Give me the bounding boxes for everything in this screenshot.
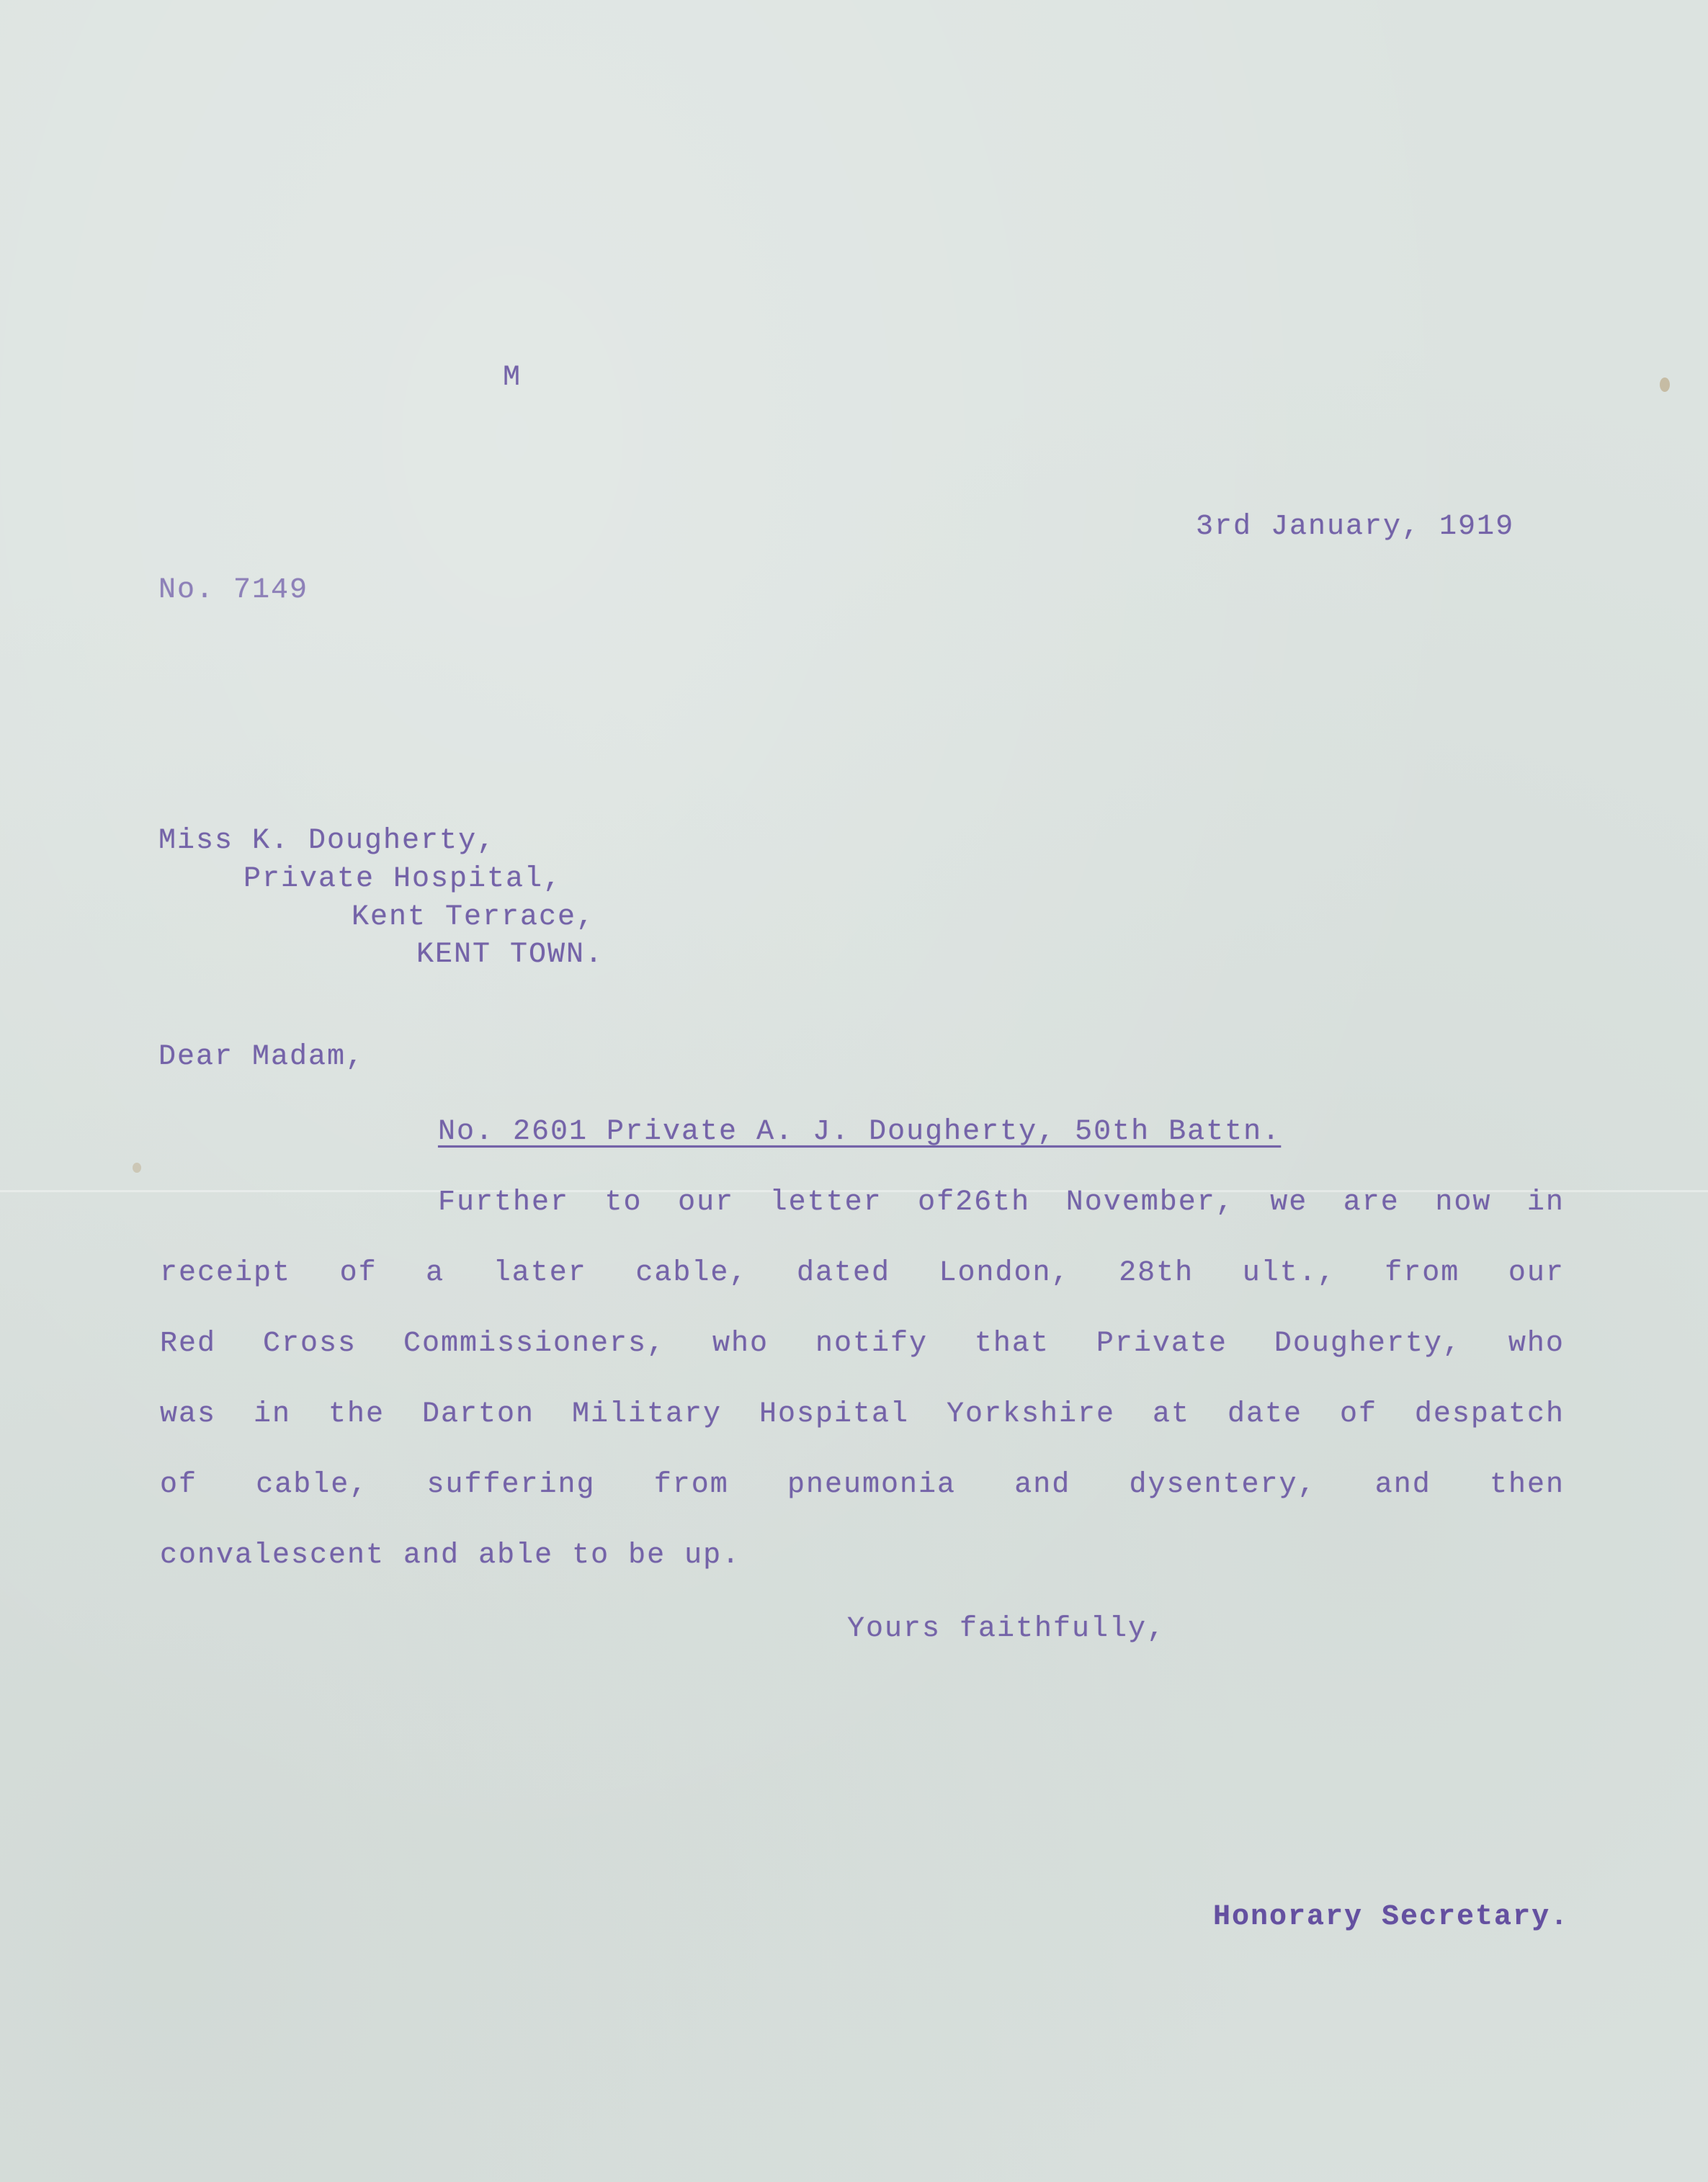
recipient-address-line-3: KENT TOWN. bbox=[416, 939, 604, 971]
body-word: Yorkshire bbox=[946, 1398, 1115, 1431]
body-word: Hospital bbox=[759, 1398, 909, 1431]
body-word: Dougherty, bbox=[1274, 1328, 1462, 1360]
body-word: Military bbox=[571, 1398, 722, 1431]
body-line bbox=[438, 1186, 1565, 1219]
body-word: despatch bbox=[1414, 1398, 1565, 1431]
body-line bbox=[160, 1259, 1565, 1288]
body-word: who bbox=[712, 1328, 769, 1360]
page-mark: M bbox=[503, 362, 522, 394]
letter-subject: No. 2601 Private A. J. Dougherty, 50th Battn. bbox=[438, 1116, 1282, 1148]
body-word: later bbox=[493, 1257, 587, 1289]
body-word: pneumonia bbox=[787, 1469, 957, 1501]
body-word: of26th bbox=[918, 1186, 1031, 1219]
closing: Yours faithfully, bbox=[847, 1613, 1166, 1645]
body-word: receipt bbox=[160, 1257, 292, 1289]
body-word: that bbox=[974, 1328, 1050, 1360]
body-word: Private bbox=[1096, 1328, 1228, 1360]
body-word: are bbox=[1343, 1186, 1400, 1219]
body-word: Cross bbox=[262, 1328, 357, 1360]
paper-stain bbox=[133, 1163, 141, 1173]
body-word: from bbox=[653, 1469, 729, 1501]
body-word: Commissioners, bbox=[403, 1328, 666, 1360]
body-line bbox=[160, 1471, 1565, 1500]
reference-number: No. 7149 bbox=[158, 574, 309, 607]
body-word: in bbox=[253, 1398, 291, 1431]
body-word: now bbox=[1435, 1186, 1492, 1219]
body-line bbox=[160, 1330, 1565, 1359]
body-word: Further bbox=[438, 1186, 570, 1219]
salutation: Dear Madam, bbox=[158, 1041, 365, 1073]
body-word: we bbox=[1270, 1186, 1308, 1219]
body-word: from bbox=[1385, 1257, 1460, 1289]
body-word: date bbox=[1227, 1398, 1302, 1431]
body-word: a bbox=[426, 1257, 445, 1289]
body-word: dysentery, bbox=[1129, 1469, 1317, 1501]
body-word: our bbox=[1508, 1257, 1565, 1289]
body-word: cable, bbox=[635, 1257, 748, 1289]
body-word: ult., bbox=[1242, 1257, 1336, 1289]
body-word: suffering bbox=[426, 1469, 596, 1501]
body-word: and bbox=[1374, 1469, 1431, 1501]
body-word: dated bbox=[796, 1257, 890, 1289]
body-word: November, bbox=[1065, 1186, 1235, 1219]
body-word: our bbox=[678, 1186, 735, 1219]
body-word: at bbox=[1152, 1398, 1190, 1431]
signature-title: Honorary Secretary. bbox=[1213, 1901, 1570, 1933]
body-word: 28th bbox=[1119, 1257, 1194, 1289]
paper-stain bbox=[1660, 377, 1670, 392]
body-word: Darton bbox=[421, 1398, 535, 1431]
body-word: of bbox=[160, 1469, 198, 1501]
body-word: to bbox=[604, 1186, 643, 1219]
body-line: convalescent and able to be up. bbox=[160, 1539, 741, 1572]
recipient-name: Miss K. Dougherty, bbox=[158, 825, 496, 857]
body-word: and bbox=[1014, 1469, 1071, 1501]
letter-date: 3rd January, 1919 bbox=[1196, 511, 1515, 543]
body-word: of bbox=[339, 1257, 377, 1289]
body-word: was bbox=[160, 1398, 217, 1431]
body-word: then bbox=[1489, 1469, 1565, 1501]
body-word: in bbox=[1526, 1186, 1565, 1219]
body-word: Red bbox=[160, 1328, 217, 1360]
body-word: London, bbox=[939, 1257, 1070, 1289]
body-word: the bbox=[328, 1398, 385, 1431]
body-word: who bbox=[1508, 1328, 1565, 1360]
body-word: of bbox=[1339, 1398, 1377, 1431]
body-line bbox=[160, 1400, 1565, 1429]
body-word: notify bbox=[815, 1328, 928, 1360]
recipient-address-line-1: Private Hospital, bbox=[243, 863, 563, 895]
body-word: cable, bbox=[256, 1469, 369, 1501]
body-word: letter bbox=[769, 1186, 882, 1219]
recipient-address-line-2: Kent Terrace, bbox=[352, 901, 596, 934]
